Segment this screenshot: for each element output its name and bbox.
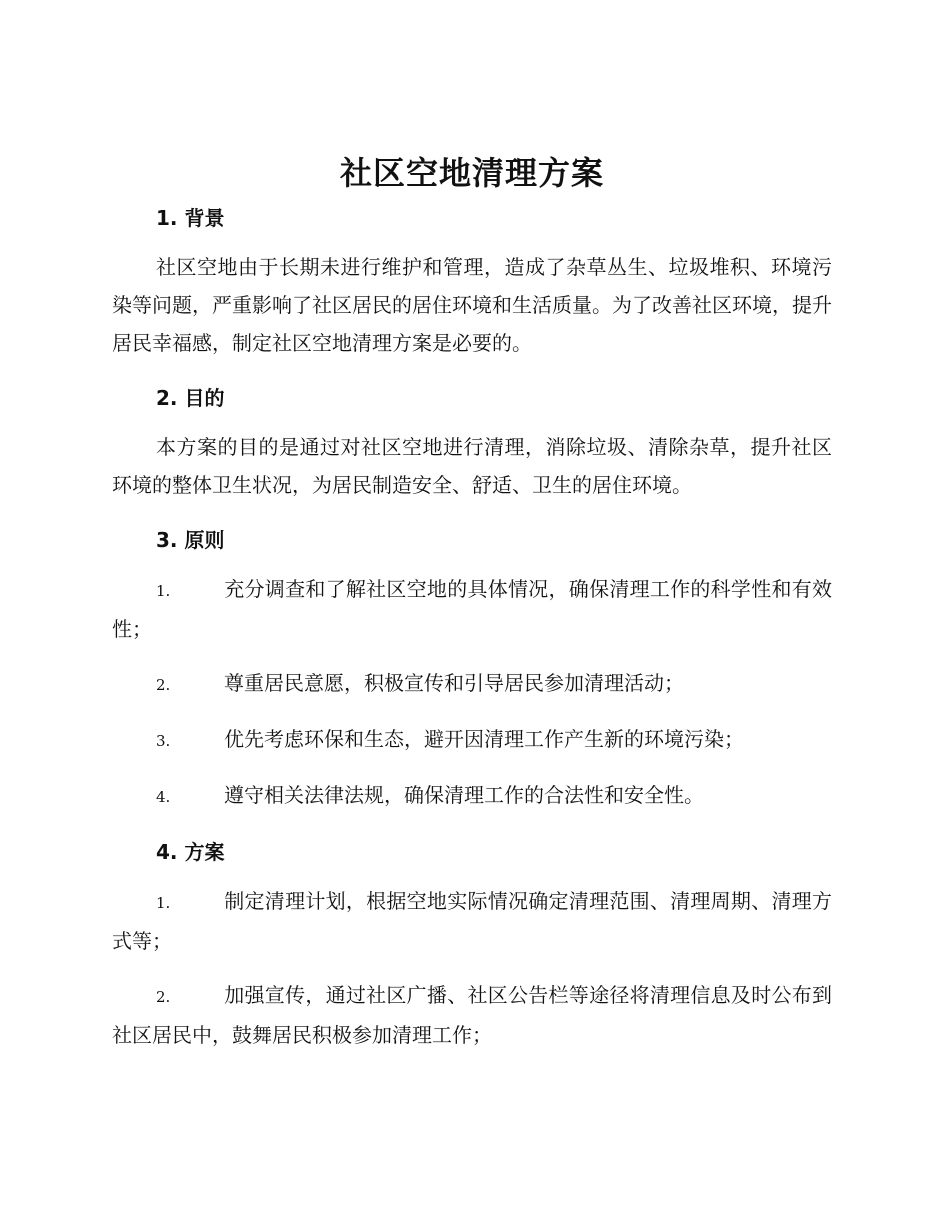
list-item-text: 优先考虑环保和生态，避开因清理工作产生新的环境污染； [224, 727, 744, 751]
section-heading-purpose: 2. 目的 [156, 386, 225, 410]
purpose-paragraph: 本方案的目的是通过对社区空地进行清理，消除垃圾、清除杂草，提升社区环境的整体卫生状况，为居民制造安全、舒适、卫生的居住环境。 [112, 435, 832, 497]
list-number: 4. [156, 788, 171, 806]
list-number: 1. [156, 582, 171, 600]
list-item-text: 充分调查和了解社区空地的具体情况，确保清理工作的科学性和有效性； [112, 577, 832, 641]
document-title: 社区空地清理方案 [339, 154, 604, 192]
section-heading-plan: 4. 方案 [156, 840, 225, 864]
principle-item-1 [112, 570, 832, 648]
list-number: 3. [156, 732, 171, 750]
plan-item-2 [112, 976, 832, 1054]
principle-item-4 [112, 776, 832, 816]
list-item-text: 尊重居民意愿，积极宣传和引导居民参加清理活动； [224, 671, 684, 695]
background-paragraph: 社区空地由于长期未进行维护和管理，造成了杂草丛生、垃圾堆积、环境污染等问题，严重影响了社区居民的居住环境和生活质量。为了改善社区环境，提升居民幸福感，制定社区空地清理方案是必要的。 [112, 255, 832, 355]
list-item-text: 制定清理计划，根据空地实际情况确定清理范围、清理周期、清理方式等； [112, 889, 832, 953]
list-number: 2. [156, 676, 171, 694]
principle-item-2 [112, 664, 832, 704]
principle-item-3 [112, 720, 832, 760]
list-number: 1. [156, 894, 171, 912]
list-number: 2. [156, 988, 171, 1006]
plan-item-1 [112, 882, 832, 960]
list-item-text: 遵守相关法律法规，确保清理工作的合法性和安全性。 [224, 783, 704, 807]
section-heading-background: 1. 背景 [156, 206, 225, 230]
document-page [112, 148, 832, 1054]
list-item-text: 加强宣传，通过社区广播、社区公告栏等途径将清理信息及时公布到社区居民中，鼓舞居民积极参加清理工作； [112, 983, 832, 1047]
section-heading-principles: 3. 原则 [156, 528, 225, 552]
